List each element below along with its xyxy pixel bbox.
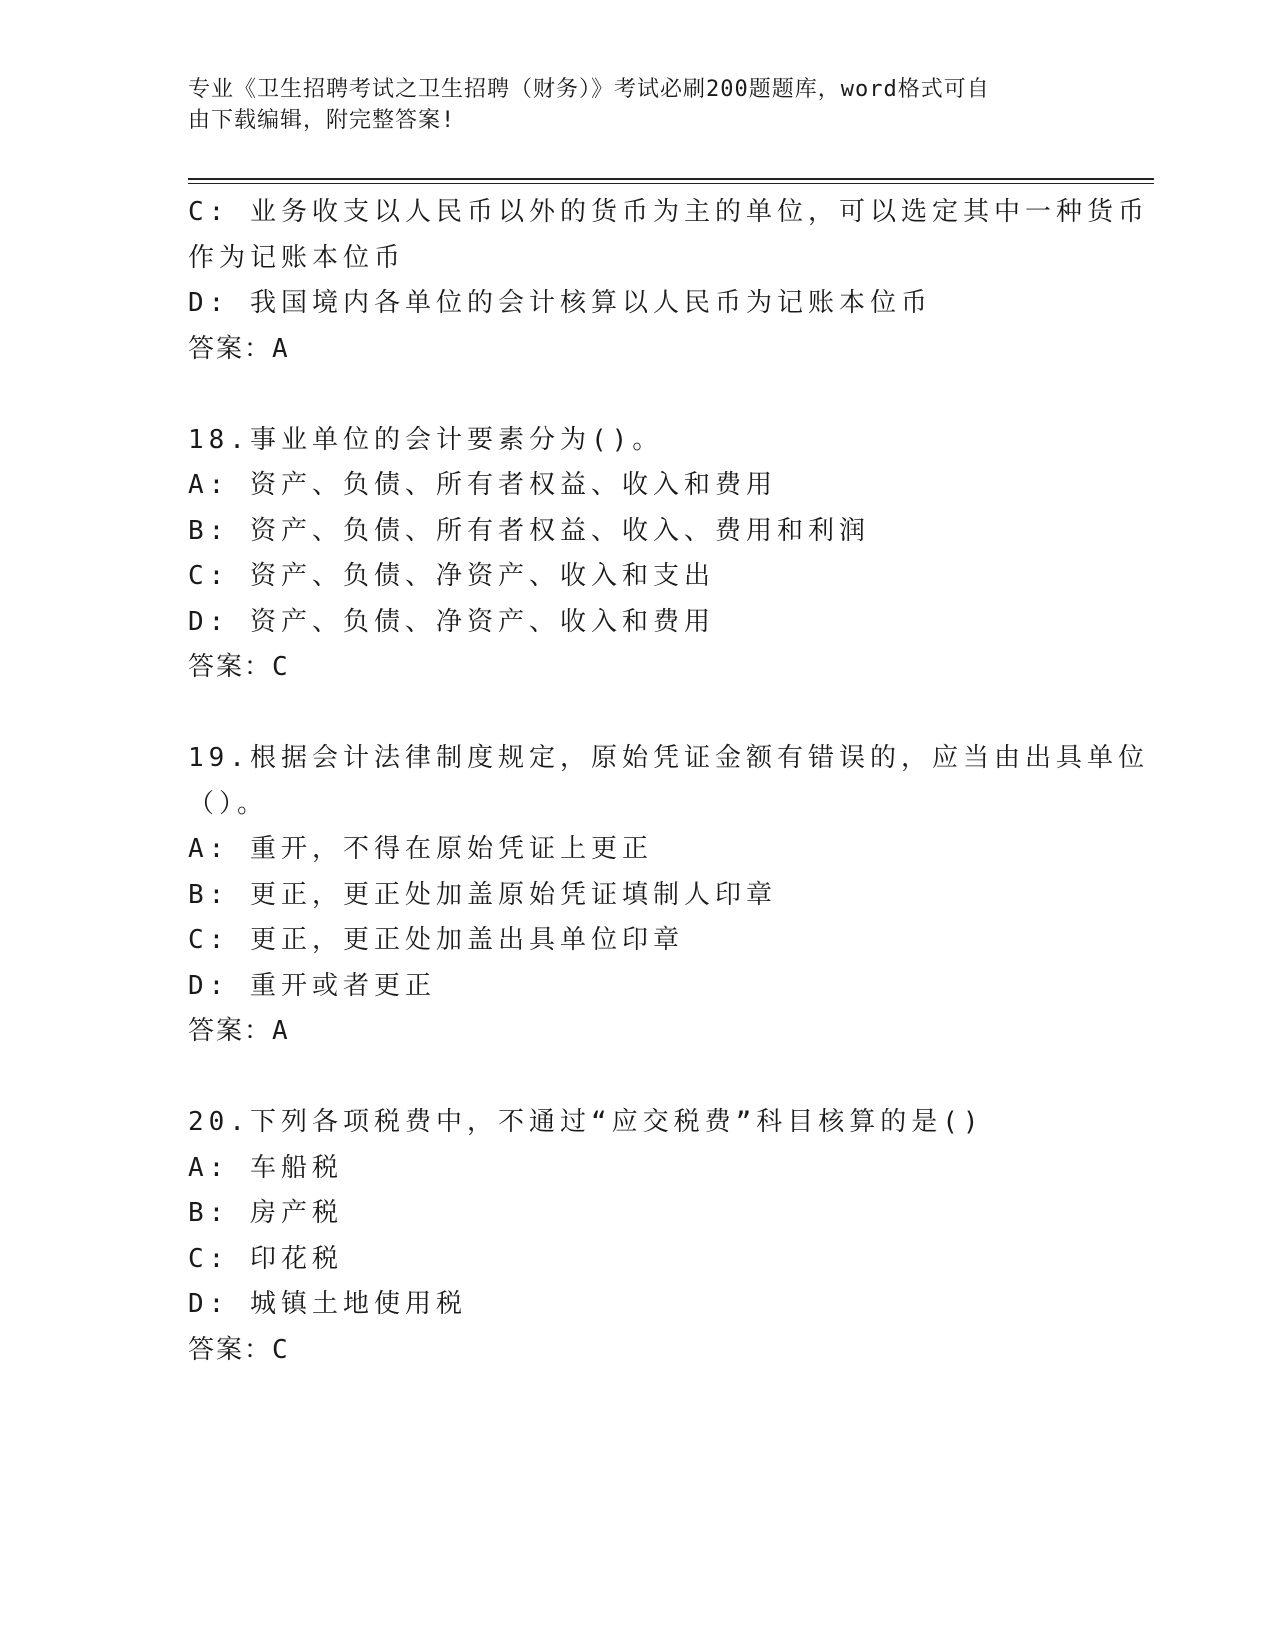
header-divider-top: [188, 178, 1154, 180]
option-d: D: 重开或者更正: [188, 970, 436, 1001]
option-a: A: 重开，不得在原始凭证上更正: [188, 834, 653, 864]
question-stem: 18.事业单位的会计要素分为()。: [188, 424, 664, 455]
option-b: B: 资产、负债、所有者权益、收入、费用和利润: [188, 515, 870, 546]
header-line-2: 由下载编辑，附完整答案!: [188, 108, 456, 133]
option-c: C: 资产、负债、净资产、收入和支出: [188, 561, 715, 591]
option-b: B: 房产税: [188, 1198, 343, 1228]
answer-line: 答案：A: [188, 333, 290, 364]
question-stem: 20.下列各项税费中，不通过“应交税费”科目核算的是(): [188, 1107, 984, 1137]
spacer: [188, 372, 1088, 418]
option-d: D: 城镇土地使用税: [188, 1289, 467, 1319]
option-c: C: 业务收支以人民币以外的货币为主的单位，可以选定其中一种货币: [188, 197, 1149, 227]
option-c: C: 更正，更正处加盖出具单位印章: [188, 925, 684, 955]
question-stem: 19.根据会计法律制度规定，原始凭证金额有错误的，应当由出具单位: [188, 743, 1149, 773]
header-divider-bottom: [188, 183, 1154, 184]
option-d: D: 我国境内各单位的会计核算以人民币为记账本位币: [188, 288, 932, 318]
question-content: [188, 190, 1149, 1373]
spacer: [188, 1055, 1088, 1101]
answer-line: 答案：A: [188, 1016, 290, 1046]
document-header: [188, 74, 1068, 136]
option-a: A: 资产、负债、所有者权益、收入和费用: [188, 470, 777, 500]
question-stem-continued: （）。: [188, 788, 269, 819]
question-19: [188, 736, 1149, 1055]
option-c: C: 印花税: [188, 1243, 343, 1274]
option-a: A: 车船税: [188, 1152, 343, 1183]
answer-line: 答案：C: [188, 1334, 290, 1365]
spacer: [188, 691, 1088, 737]
header-line-1: 专业《卫生招聘考试之卫生招聘（财务）》考试必刷200题题库，word格式可自: [188, 77, 990, 102]
option-b: B: 更正，更正处加盖原始凭证填制人印章: [188, 879, 777, 910]
prev-question-block: [188, 190, 1149, 372]
option-d: D: 资产、负债、净资产、收入和费用: [188, 606, 715, 637]
option-c-continued: 作为记账本位币: [188, 242, 406, 273]
question-20: [188, 1100, 1088, 1373]
question-18: [188, 418, 1088, 691]
answer-line: 答案：C: [188, 652, 290, 682]
